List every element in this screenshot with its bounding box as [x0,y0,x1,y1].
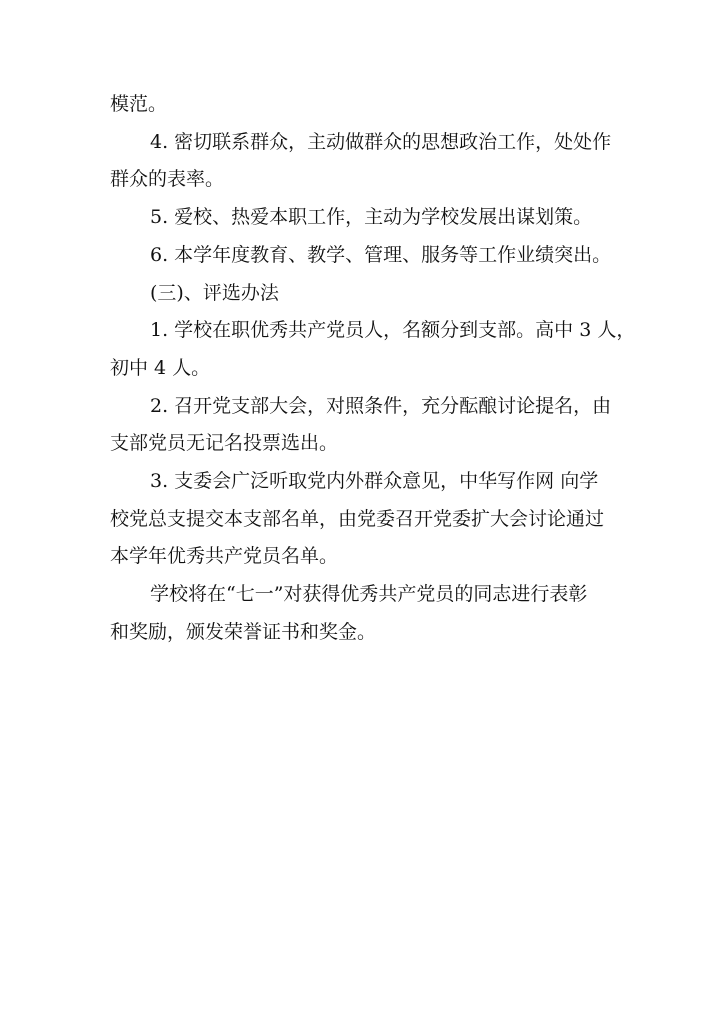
text-line: 群众的表率。 [110,168,225,191]
text-line: 1. 学校在职优秀共产党员人，名额分到支部。高中 3 人， [150,319,636,342]
text-line: 和奖励，颁发荣誉证书和奖金。 [110,620,377,643]
text-line: 模范。 [110,93,168,115]
text-line: 本学年优秀共产党员名单。 [110,545,339,568]
text-line: 学校将在“七一”对获得优秀共产党员的同志进行表彰 [150,583,588,606]
text-line: 初中 4 人。 [110,356,211,379]
text-line: 6. 本学年度教育、教学、管理、服务等工作业绩突出。 [150,243,612,266]
text-line: 2. 召开党支部大会，对照条件，充分酝酿讨论提名，由 [150,394,612,417]
document-body [110,86,636,652]
text-line: 4. 密切联系群众，主动做群众的思想政治工作，处处作 [150,130,612,153]
text-line: 支部党员无记名投票选出。 [110,432,339,455]
section-heading: (三)、评选办法 [150,281,279,304]
text-line: 校党总支提交本支部名单，由党委召开党委扩大会讨论通过 [110,507,605,530]
text-line: 3. 支委会广泛听取党内外群众意见，中华写作网 向学 [150,470,599,493]
text-line: 5. 爱校、热爱本职工作，主动为学校发展出谋划策。 [150,206,593,229]
